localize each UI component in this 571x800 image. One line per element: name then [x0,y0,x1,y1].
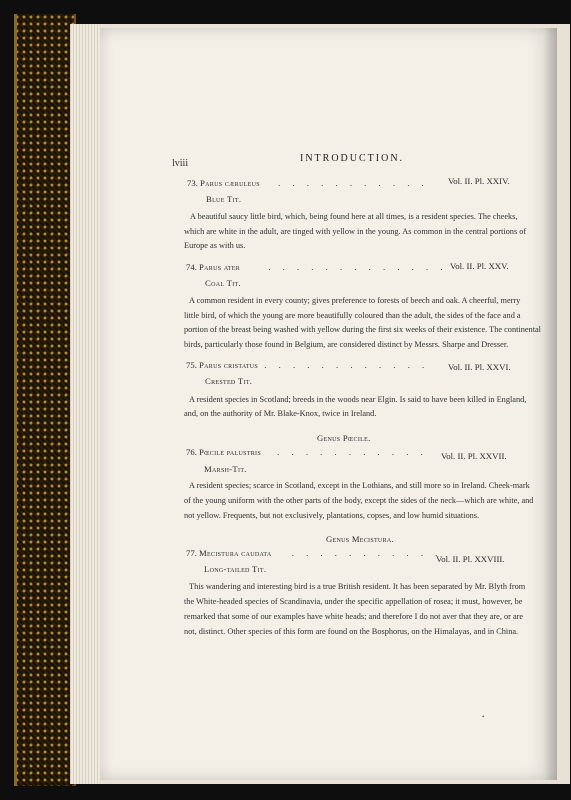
description-line: This wandering and interesting bird is a true British resident. It has been separated by Mr. Blyth from [189,582,526,591]
entry-number: 76. [186,447,197,457]
entry-number: 77. [186,548,197,558]
plate-reference: Vol. II. Pl. XXVIII. [436,554,505,564]
leader-dots: . . . . . . . . . . . [277,447,428,457]
plate-reference: Vol. II. Pl. XXIV. [448,176,510,186]
species-entry-73 [187,178,429,188]
entry-number: 75. [186,360,197,370]
entry-number: 73. [187,178,198,188]
book-binding [14,14,76,786]
description-line: A common resident in every county; gives preference to forests of beech and oak. A cheerful, merry [189,296,521,305]
latin-name: Pœcile palustris [199,447,261,457]
description-line: and, on the authority of Mr. Blake-Knox, twice in Ireland. [184,409,377,418]
common-name: Coal Tit. [205,278,241,288]
latin-name: Parus cæruleus [200,178,260,188]
description-line: of the young uniform with the other parts of the body, except the sides of the neck—which are white, and [184,496,534,505]
description-line: which are white in the adult, are tinged with yellow in the young. As common in the central portions of [184,227,527,236]
running-title: INTRODUCTION. [300,153,405,164]
latin-name: Mecistura caudata [199,548,272,558]
common-name: Long-tailed Tit. [204,564,267,574]
common-name: Marsh-Tit. [204,464,247,474]
page-number: lviii [172,158,189,169]
binding-edge [14,14,17,786]
description-line: portion of the breast being washed with yellow during the first six weeks of their existence. The continental [184,325,541,334]
plate-reference: Vol. II. Pl. XXV. [450,261,509,271]
species-entry-74 [186,262,448,272]
common-name: Crested Tit. [205,376,253,386]
plate-reference: Vol. II. Pl. XXVI. [448,362,511,372]
description-line: A resident species; scarce in Scotland, except in the Lothians, and still more so in Ireland. Cheek-mark [189,481,530,490]
leader-dots: . . . . . . . . . . . . . [268,262,448,272]
genus-heading: Genus Pœcile. [317,433,371,443]
description-line: Europe as with us. [184,241,246,250]
description-line: not, distinct. Other species of this form are found on the Bosphorus, on the Himalayas, and in China. [184,627,519,636]
leader-dots: . . . . . . . . . . . [278,178,429,188]
description-line: little bird, of which the young are more beautifully coloured than the adult, the sides of the face and a [184,311,521,320]
species-entry-76 [186,447,428,457]
common-name: Blue Tit. [206,194,242,204]
latin-name: Parus ater [199,262,241,272]
description-line: remarked that some of our examples have white heads; and therefore I do not aver that they are, or are [184,612,524,621]
entry-number: 74. [186,262,197,272]
latin-name: Parus cristatus [199,360,259,370]
description-line: A resident species in Scotland; breeds in the woods near Elgin. Is said to have been killed in England, [189,395,527,404]
genus-heading: Genus Mecistura. [326,534,394,544]
leader-dots: . . . . . . . . . . . [291,548,443,558]
species-entry-77 [186,548,442,558]
description-line: the White-headed species of Scandinavia, under the specific appellation of rosea; it must, however, be [184,597,523,606]
plate-reference: Vol. II. Pl. XXVII. [441,451,507,461]
description-line: birds, particularly those found in Belgium, are considered distinct by Messrs. Sharpe and Dresser. [184,340,509,349]
page-mark: • [482,713,485,721]
species-entry-75 [186,360,429,370]
description-line: A beautiful saucy little bird, which, being found here at all times, is a resident species. The cheeks, [190,212,518,221]
leader-dots: . . . . . . . . . . . . [264,360,430,370]
description-line: not yellow. Frequents, but not exclusively, plantations, copses, and low humid situations. [184,511,480,520]
